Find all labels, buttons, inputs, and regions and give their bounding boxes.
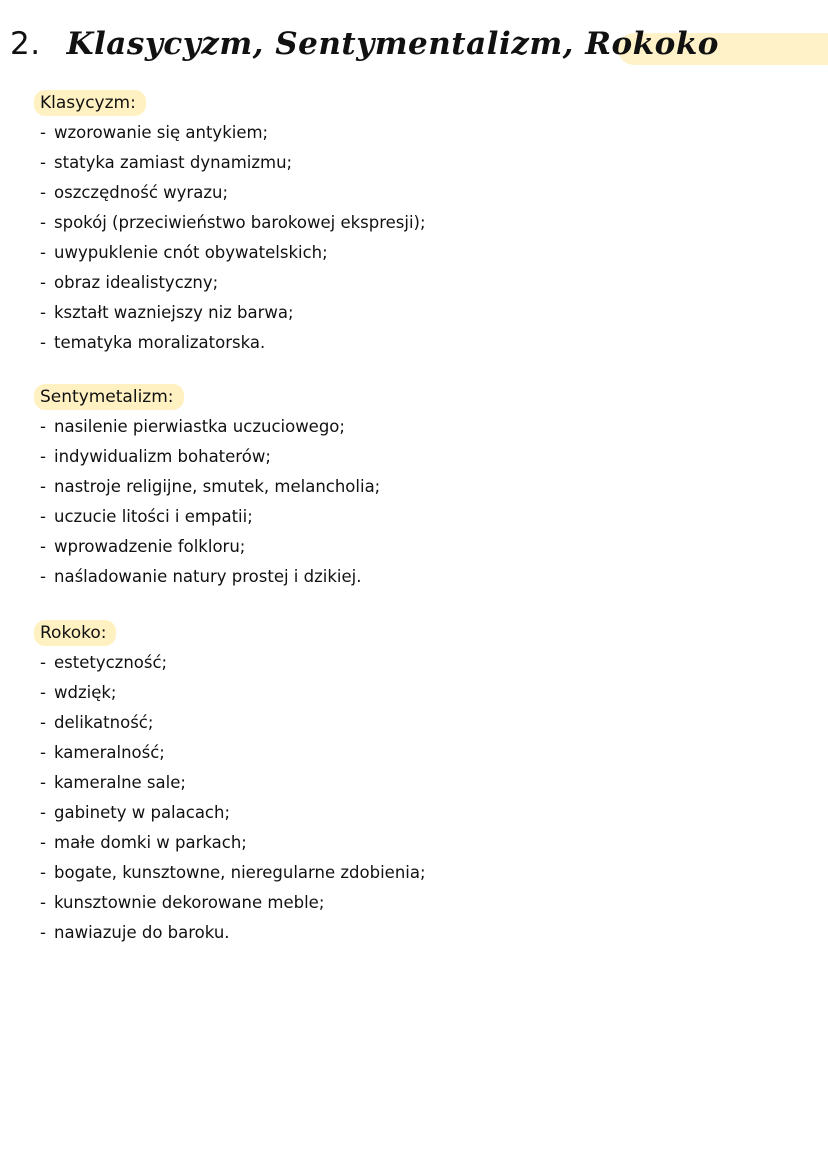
list-item: - estetyczność; [40,653,168,672]
page-title [10,26,719,62]
list-item: - nawiazuje do baroku. [40,923,230,942]
bullet-list [40,118,800,358]
list-item: - małe domki w parkach; [40,833,247,852]
list-item: - uwypuklenie cnót obywatelskich; [40,243,328,262]
list-item: - obraz idealistyczny; [40,273,219,292]
section-header: Sentymetalizm: [34,384,184,410]
list-item: - bogate, kunsztowne, nieregularne zdobienia; [40,863,426,882]
bullet-list [40,648,800,948]
list-item: - indywidualizm bohaterów; [40,447,271,466]
section-header: Klasycyzm: [34,90,146,116]
list-item: - oszczędność wyrazu; [40,183,229,202]
list-item: - nastroje religijne, smutek, melancholia; [40,477,381,496]
title-text: Klasycyzm, Sentymentalizm, Rokoko [66,26,719,62]
list-item: - kształt wazniejszy niz barwa; [40,303,294,322]
list-item: - wprowadzenie folkloru; [40,537,246,556]
list-item: - delikatność; [40,713,154,732]
bullet-list [40,412,800,592]
list-item: - kameralność; [40,743,165,762]
list-item: - wzorowanie się antykiem; [40,123,269,142]
list-item: - wdzięk; [40,683,117,702]
list-item: - naśladowanie natury prostej i dzikiej. [40,567,362,586]
list-item: - kunsztownie dekorowane meble; [40,893,325,912]
list-item: - nasilenie pierwiastka uczuciowego; [40,417,345,436]
list-item: - gabinety w palacach; [40,803,231,822]
list-item: - kameralne sale; [40,773,186,792]
section-header: Rokoko: [34,620,116,646]
list-item: - tematyka moralizatorska. [40,333,266,352]
list-item: - uczucie litości i empatii; [40,507,253,526]
list-item: - spokój (przeciwieństwo barokowej ekspresji); [40,213,426,232]
title-number: 2. [10,26,41,62]
list-item: - statyka zamiast dynamizmu; [40,153,293,172]
